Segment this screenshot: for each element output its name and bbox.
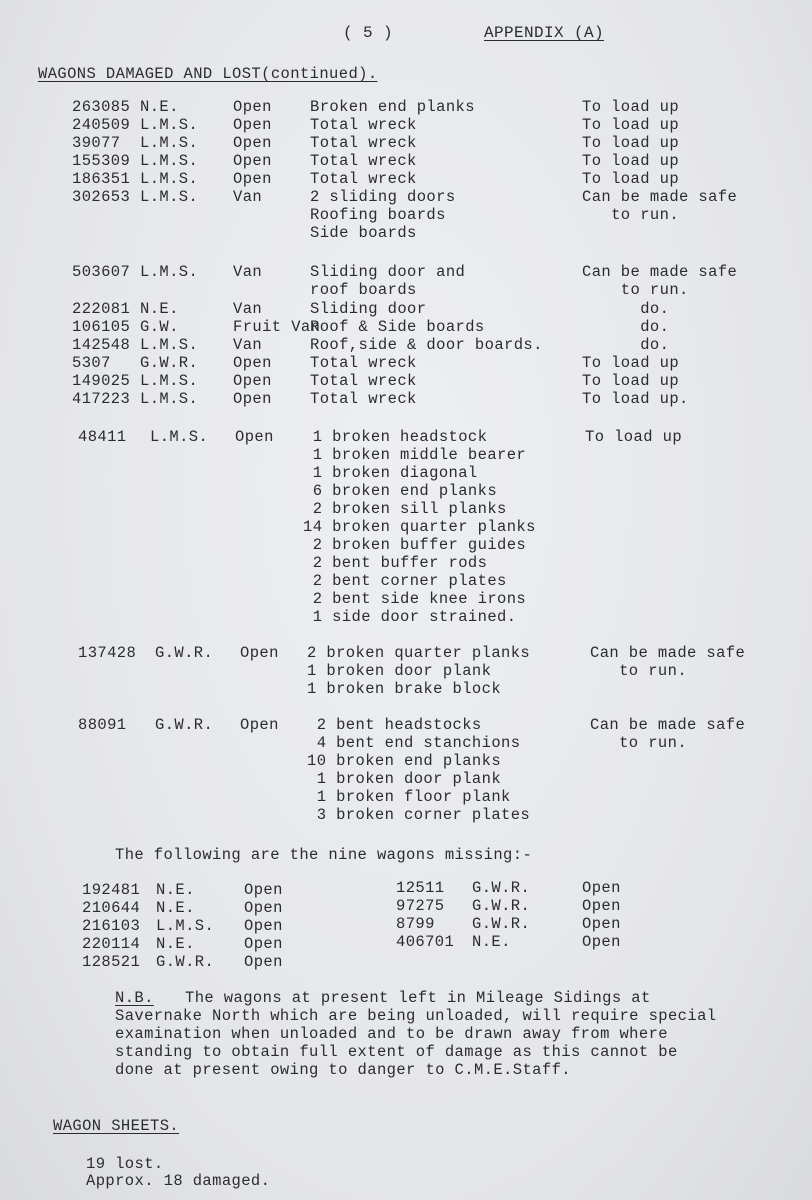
wagon-type: Van <box>233 188 263 206</box>
wagon-type: Open <box>235 428 274 446</box>
wagon-number: 222081 <box>72 300 131 318</box>
wagon-number: 302653 <box>72 188 131 206</box>
action-line: To load up <box>582 98 680 116</box>
damage-line: 2 sliding doors <box>310 188 456 206</box>
wagon-number: 5307 <box>72 354 111 372</box>
missing-company: N.E. <box>156 935 195 953</box>
missing-number: 8799 <box>396 915 435 933</box>
action-line: To load up <box>582 116 680 134</box>
damage-line: Broken end planks <box>310 98 475 116</box>
action-line: Can be made safe <box>590 716 746 734</box>
wagon-type: Open <box>240 644 279 662</box>
missing-company: G.W.R. <box>472 915 531 933</box>
damage-line: 1 broken floor plank <box>307 788 511 806</box>
missing-company: N.E. <box>472 933 511 951</box>
wagon-company: L.M.S. <box>140 336 199 354</box>
damage-line: 2 broken buffer guides <box>303 536 527 554</box>
damage-line: 10 broken end planks <box>307 752 502 770</box>
damage-line: 1 broken middle bearer <box>303 446 527 464</box>
missing-number: 97275 <box>396 897 445 915</box>
action-line: To load up <box>582 354 680 372</box>
sheets-damaged: Approx. 18 damaged. <box>86 1172 271 1190</box>
wagon-company: L.M.S. <box>140 134 199 152</box>
wagon-number: 417223 <box>72 390 131 408</box>
damage-line: 1 broken diagonal <box>303 464 478 482</box>
wagon-number: 48411 <box>78 428 127 446</box>
damage-line: Total wreck <box>310 170 417 188</box>
missing-number: 12511 <box>396 879 445 897</box>
wagon-company: L.M.S. <box>150 428 209 446</box>
wagon-company: L.M.S. <box>140 170 199 188</box>
note-line-4: standing to obtain full extent of damage as this cannot be <box>115 1043 678 1061</box>
wagon-type: Open <box>233 98 272 116</box>
missing-type: Open <box>244 917 283 935</box>
wagon-number: 88091 <box>78 716 127 734</box>
missing-company: L.M.S. <box>156 917 215 935</box>
missing-number: 192481 <box>82 881 141 899</box>
damage-line: 2 bent corner plates <box>303 572 507 590</box>
wagon-number: 39077 <box>72 134 121 152</box>
damage-line: 2 bent headstocks <box>307 716 482 734</box>
missing-company: G.W.R. <box>156 953 215 971</box>
wagon-type: Van <box>233 263 263 281</box>
damage-line: Side boards <box>310 224 417 242</box>
damage-line: Total wreck <box>310 134 417 152</box>
section-title-sheets: WAGON SHEETS. <box>53 1117 180 1135</box>
wagon-type: Open <box>233 390 272 408</box>
action-line: to run. <box>590 734 688 752</box>
action-line: To load up <box>585 428 683 446</box>
missing-type: Open <box>244 935 283 953</box>
damage-line: 1 broken brake block <box>307 680 502 698</box>
wagon-number: 142548 <box>72 336 131 354</box>
action-line: to run. <box>582 206 680 224</box>
damage-line: 14 broken quarter planks <box>303 518 536 536</box>
wagon-number: 503607 <box>72 263 131 281</box>
action-line: to run. <box>590 662 688 680</box>
action-line: do. <box>582 300 670 318</box>
page-number: ( 5 ) <box>343 24 394 42</box>
damage-line: Sliding door <box>310 300 427 318</box>
damage-line: 3 broken corner plates <box>307 806 531 824</box>
damage-line: 4 bent end stanchions <box>307 734 521 752</box>
wagon-number: 186351 <box>72 170 131 188</box>
wagon-type: Van <box>233 336 263 354</box>
action-line: To load up <box>582 152 680 170</box>
damage-line: 1 side door strained. <box>303 608 517 626</box>
damage-line: 1 broken headstock <box>303 428 488 446</box>
damage-line: 6 broken end planks <box>303 482 498 500</box>
action-line: Can be made safe <box>582 188 738 206</box>
wagon-company: L.M.S. <box>140 116 199 134</box>
note-label: N.B. <box>115 989 154 1007</box>
damage-line: Total wreck <box>310 354 417 372</box>
damage-line: 2 bent buffer rods <box>303 554 488 572</box>
missing-type: Open <box>244 953 283 971</box>
damage-line: Roofing boards <box>310 206 446 224</box>
sheets-lost: 19 lost. <box>86 1155 164 1173</box>
damage-line: 1 broken door plank <box>307 770 502 788</box>
damage-line: 2 broken quarter planks <box>307 644 531 662</box>
missing-type: Open <box>582 933 621 951</box>
wagon-company: G.W.R. <box>155 644 214 662</box>
damage-line: 2 broken sill planks <box>303 500 507 518</box>
wagon-company: L.M.S. <box>140 188 199 206</box>
wagon-number: 149025 <box>72 372 131 390</box>
action-line: Can be made safe <box>582 263 738 281</box>
note-line-1: The wagons at present left in Mileage Sidings at <box>185 989 651 1007</box>
missing-number: 210644 <box>82 899 141 917</box>
damage-line: 1 broken door plank <box>307 662 492 680</box>
missing-number: 220114 <box>82 935 141 953</box>
appendix-label: APPENDIX (A) <box>484 24 605 42</box>
wagon-company: G.W. <box>140 318 179 336</box>
missing-company: G.W.R. <box>472 897 531 915</box>
damage-line: Sliding door and <box>310 263 466 281</box>
wagon-company: L.M.S. <box>140 372 199 390</box>
wagon-number: 240509 <box>72 116 131 134</box>
action-line: Can be made safe <box>590 644 746 662</box>
wagon-type: Open <box>240 716 279 734</box>
note-line-2: Savernake North which are being unloaded, will require special <box>115 1007 717 1025</box>
damage-line: Total wreck <box>310 116 417 134</box>
action-line: To load up. <box>582 390 689 408</box>
action-line: To load up <box>582 372 680 390</box>
missing-company: N.E. <box>156 881 195 899</box>
wagon-number: 137428 <box>78 644 137 662</box>
damage-line: roof boards <box>310 281 417 299</box>
missing-type: Open <box>582 879 621 897</box>
missing-company: G.W.R. <box>472 879 531 897</box>
missing-number: 406701 <box>396 933 455 951</box>
action-line: To load up <box>582 134 680 152</box>
wagon-company: L.M.S. <box>140 263 199 281</box>
damage-line: 2 bent side knee irons <box>303 590 527 608</box>
wagon-number: 155309 <box>72 152 131 170</box>
missing-intro: The following are the nine wagons missing:- <box>115 846 533 864</box>
wagon-company: G.W.R. <box>155 716 214 734</box>
action-line: to run. <box>582 281 689 299</box>
wagon-type: Van <box>233 300 263 318</box>
wagon-company: N.E. <box>140 300 179 318</box>
missing-type: Open <box>582 915 621 933</box>
missing-type: Open <box>244 899 283 917</box>
wagon-type: Open <box>233 152 272 170</box>
action-line: do. <box>582 336 670 354</box>
damage-line: Total wreck <box>310 152 417 170</box>
missing-type: Open <box>244 881 283 899</box>
damage-line: Roof & Side boards <box>310 318 485 336</box>
damage-line: Roof,side & door boards. <box>310 336 543 354</box>
wagon-type: Open <box>233 354 272 372</box>
damage-line: Total wreck <box>310 372 417 390</box>
wagon-type: Open <box>233 170 272 188</box>
missing-number: 216103 <box>82 917 141 935</box>
action-line: do. <box>582 318 670 336</box>
wagon-type: Open <box>233 116 272 134</box>
wagon-type: Open <box>233 134 272 152</box>
missing-number: 128521 <box>82 953 141 971</box>
section-title-wagons: WAGONS DAMAGED AND LOST(continued). <box>38 65 378 83</box>
wagon-number: 106105 <box>72 318 131 336</box>
damage-line: Total wreck <box>310 390 417 408</box>
wagon-company: L.M.S. <box>140 390 199 408</box>
action-line: To load up <box>582 170 680 188</box>
wagon-type: Open <box>233 372 272 390</box>
note-line-5: done at present owing to danger to C.M.E.Staff. <box>115 1061 571 1079</box>
note-line-3: examination when unloaded and to be drawn away from where <box>115 1025 668 1043</box>
wagon-company: N.E. <box>140 98 179 116</box>
wagon-number: 263085 <box>72 98 131 116</box>
wagon-company: L.M.S. <box>140 152 199 170</box>
wagon-company: G.W.R. <box>140 354 199 372</box>
wagon-type: Fruit Van <box>233 318 321 336</box>
missing-company: N.E. <box>156 899 195 917</box>
missing-type: Open <box>582 897 621 915</box>
